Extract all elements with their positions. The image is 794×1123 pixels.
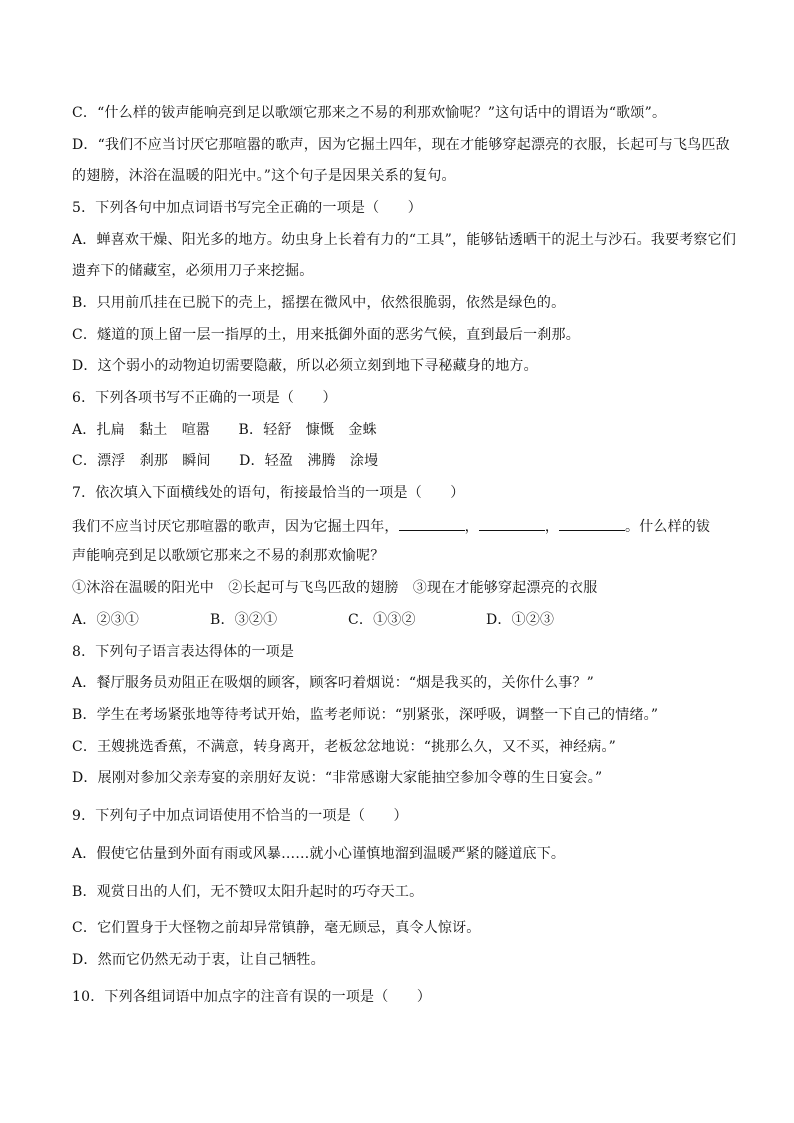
q4-option-d-line2: 的翅膀，沐浴在温暖的阳光中。”这个句子是因果关系的复句。 [72,168,456,184]
q7-choice-c: C．①③② [348,612,416,628]
q4-option-d-line1: D．“我们不应当讨厌它那喧嚣的歌声，因为它掘土四年，现在才能够穿起漂亮的衣服，长起可与飞鸟匹敌 [72,137,730,153]
q10-stem: 10．下列各组词语中加点字的注音有误的一项是（ ） [72,989,432,1005]
q9-option-b: B．观赏日出的人们，无不赞叹太阳升起时的巧夺天工。 [72,884,424,900]
q5-option-a-line1: A．蝉喜欢干燥、阳光多的地方。幼虫身上长着有力的“工具”，能够钻透晒干的泥土与沙石。我要考察它们 [72,232,737,248]
q7-sentence-options: ①沐浴在温暖的阳光中 ②长起可与飞鸟匹敌的翅膀 ③现在才能够穿起漂亮的衣服 [72,580,598,596]
q8-stem: 8．下列句子语言表达得体的一项是 [72,644,295,660]
q5-option-d: D．这个弱小的动物迫切需要隐蔽，所以必须立刻到地下寻秘藏身的地方。 [72,358,538,374]
q9-stem: 9．下列句子中加点词语使用不恰当的一项是（ ） [72,808,408,824]
q8-option-b: B．学生在考场紧张地等待考试开始，监考老师说：“别紧张，深呼吸，调整一下自己的情绪。” [72,707,659,723]
q5-option-a-line2: 遗弃下的储藏室，必须用刀子来挖掘。 [72,263,314,279]
q8-option-a: A．餐厅服务员劝阻正在吸烟的顾客，顾客叼着烟说：“烟是我买的，关你什么事？” [72,675,595,691]
fill-blank-1[interactable] [399,516,465,531]
q7-stem: 7．依次填入下面横线处的语句，衔接最恰当的一项是（ ） [72,485,465,501]
q9-option-a: A．假使它估量到外面有雨或风暴……就小心谨慎地溜到温暖严紧的隧道底下。 [72,846,566,862]
q5-stem: 5．下列各句中加点词语书写完全正确的一项是（ ） [72,200,422,216]
q5-option-b: B．只用前爪挂在已脱下的壳上，摇摆在微风中，依然很脆弱，依然是绿色的。 [72,295,566,311]
q7-passage-end: 。什么样的钹 [625,519,711,535]
q8-option-d: D．展刚对参加父亲寿宴的亲朋好友说：“非常感谢大家能抽空参加令尊的生日宴会。” [72,770,603,786]
q7-passage-start: 我们不应当讨厌它那喧嚣的歌声，因为它掘土四年， [72,519,399,535]
q7-sep-1: ， [464,519,479,535]
q5-option-c: C．燧道的顶上留一层一指厚的土，用来抵御外面的恶劣气候，直到最后一刹那。 [72,327,580,343]
q6-stem: 6．下列各项书写不正确的一项是（ ） [72,390,337,406]
q7-passage-line2: 声能响亮到足以歌颂它那来之不易的刹那欢愉呢？ [72,548,385,564]
q6-options-cd: C．漂浮 刹那 瞬间 D．轻盈 沸腾 涂墁 [72,453,379,469]
q7-choice-b: B．③②① [210,612,278,628]
q4-option-c: C．“什么样的钹声能响亮到足以歌颂它那来之不易的利那欢愉呢？”这句话中的谓语为“歌颂”。 [72,105,667,121]
q6-options-ab: A．扎扁 黏土 喧嚣 B．轻舒 慷慨 金蛛 [72,422,377,438]
q7-sep-2: ， [544,519,560,535]
fill-blank-3[interactable] [559,516,625,531]
q7-choice-d: D．①②③ [486,612,555,628]
q7-choice-a: A．②③① [72,612,140,628]
fill-blank-2[interactable] [479,516,545,531]
q9-option-d: D．然而它仍然无动于衷，让自己牺牲。 [72,952,325,968]
q7-passage-line1 [72,516,732,536]
q8-option-c: C．王嫂挑选香蕉，不满意，转身离开，老板忿忿地说：“挑那么久，又不买，神经病。” [72,739,617,755]
q9-option-c: C．它们置身于大怪物之前却异常镇静，毫无顾忌，真令人惊讶。 [72,920,481,936]
